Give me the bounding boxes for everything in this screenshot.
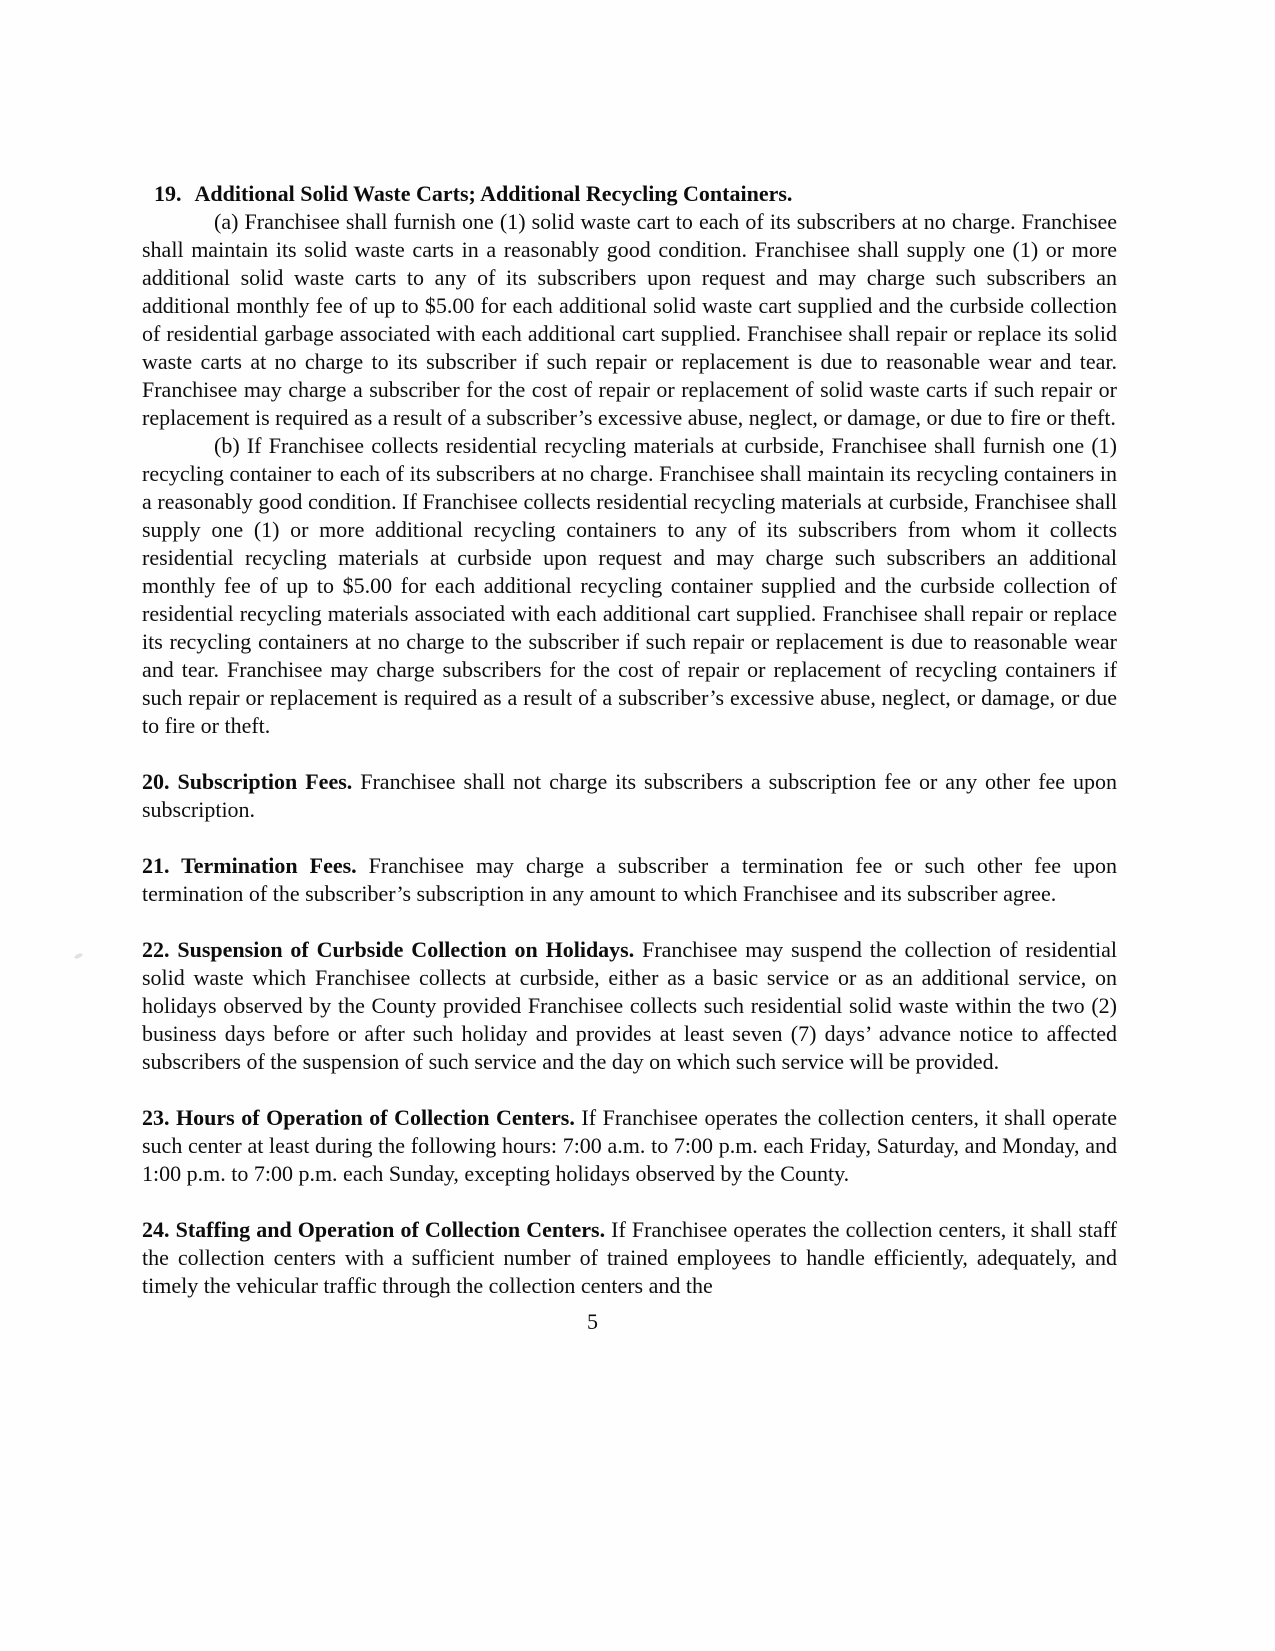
- section-21-body: Franchisee may charge a subscriber a termination fee or such other fee upon termination of the subscriber’s subscription in any amount to which Franchisee and its subscriber agree.: [142, 853, 1117, 906]
- section-21: [142, 852, 1117, 908]
- section-19-paragraph-a: (a) Franchisee shall furnish one (1) solid waste cart to each of its subscribers at no charge. Franchisee shall maintain its solid waste carts in a reasonably good condition. Franchisee shall supply one (1) or more additional solid waste carts to any of its subscribers upon request and may charge such subscribers an additional monthly fee of up to $5.00 for each additional solid waste cart supplied and the curbside collection of residential garbage associated with each additional cart supplied. Franchisee shall repair or replace its solid waste carts at no charge to its subscriber if such repair or replacement is due to reasonable wear and tear. Franchisee may charge a subscriber for the cost of repair or replacement of solid waste carts if such repair or replacement is required as a result of a subscriber’s excessive abuse, neglect, or damage, or due to fire or theft.: [142, 209, 1117, 430]
- section-19-heading-number: 19.: [154, 181, 182, 206]
- section-23-body: If Franchisee operates the collection centers, it shall operate such center at least during the following hours: 7:00 a.m. to 7:00 p.m. each Friday, Saturday, and Monday, and 1:00 p.m. to 7:00 p.m. each Sunday, excepting holidays observed by the County.: [142, 1105, 1118, 1186]
- page-content: [142, 180, 1117, 1336]
- section-24: [142, 1216, 1117, 1300]
- section-23: [142, 1104, 1117, 1188]
- section-23-heading: 23. Hours of Operation of Collection Centers.: [142, 1105, 575, 1130]
- section-20: [142, 768, 1117, 824]
- page-number: 5: [587, 1309, 598, 1334]
- section-20-heading: 20. Subscription Fees.: [142, 769, 353, 794]
- section-19-heading-title: Additional Solid Waste Carts; Additional Recycling Containers.: [194, 181, 793, 206]
- section-21-heading: 21. Termination Fees.: [142, 853, 357, 878]
- section-19: [142, 180, 1117, 740]
- section-19-paragraph-b: (b) If Franchisee collects residential recycling materials at curbside, Franchisee shall furnish one (1) recycling container to each of its subscribers at no charge. Franchisee shall maintain its recycling containers in a reasonably good condition. If Franchisee collects residential recycling materials at curbside, Franchisee shall supply one (1) or more additional recycling containers to any of its subscribers from whom it collects residential recycling materials at curbside upon request and may charge such subscribers an additional monthly fee of up to $5.00 for each additional recycling container supplied and the curbside collection of residential recycling materials associated with each additional cart supplied. Franchisee shall repair or replace its recycling containers at no charge to the subscriber if such repair or replacement is due to reasonable wear and tear. Franchisee may charge subscribers for the cost of repair or replacement of recycling containers if such repair or replacement is required as a result of a subscriber’s excessive abuse, neglect, or damage, or due to fire or theft.: [142, 433, 1117, 738]
- section-20-body: Franchisee shall not charge its subscribers a subscription fee or any other fee upon subscription.: [142, 769, 1118, 822]
- section-22: [142, 936, 1117, 1076]
- section-22-heading: 22. Suspension of Curbside Collection on Holidays.: [142, 937, 635, 962]
- section-22-body: Franchisee may suspend the collection of residential solid waste which Franchisee collects at curbside, either as a basic service or as an additional service, on holidays observed by the County provided Franchisee collects such residential solid waste within the two (2) business days before or after such holiday and provides at least seven (7) days’ advance notice to affected subscribers of the suspension of such service and the day on which such service will be provided.: [142, 937, 1117, 1074]
- scan-artifact: [74, 952, 84, 959]
- section-24-body: If Franchisee operates the collection centers, it shall staff the collection centers with a sufficient number of trained employees to handle efficiently, adequately, and timely the vehicular traffic through the collection centers and the: [142, 1217, 1118, 1298]
- section-19-heading: [142, 180, 1117, 208]
- section-24-heading: 24. Staffing and Operation of Collection Centers.: [142, 1217, 606, 1242]
